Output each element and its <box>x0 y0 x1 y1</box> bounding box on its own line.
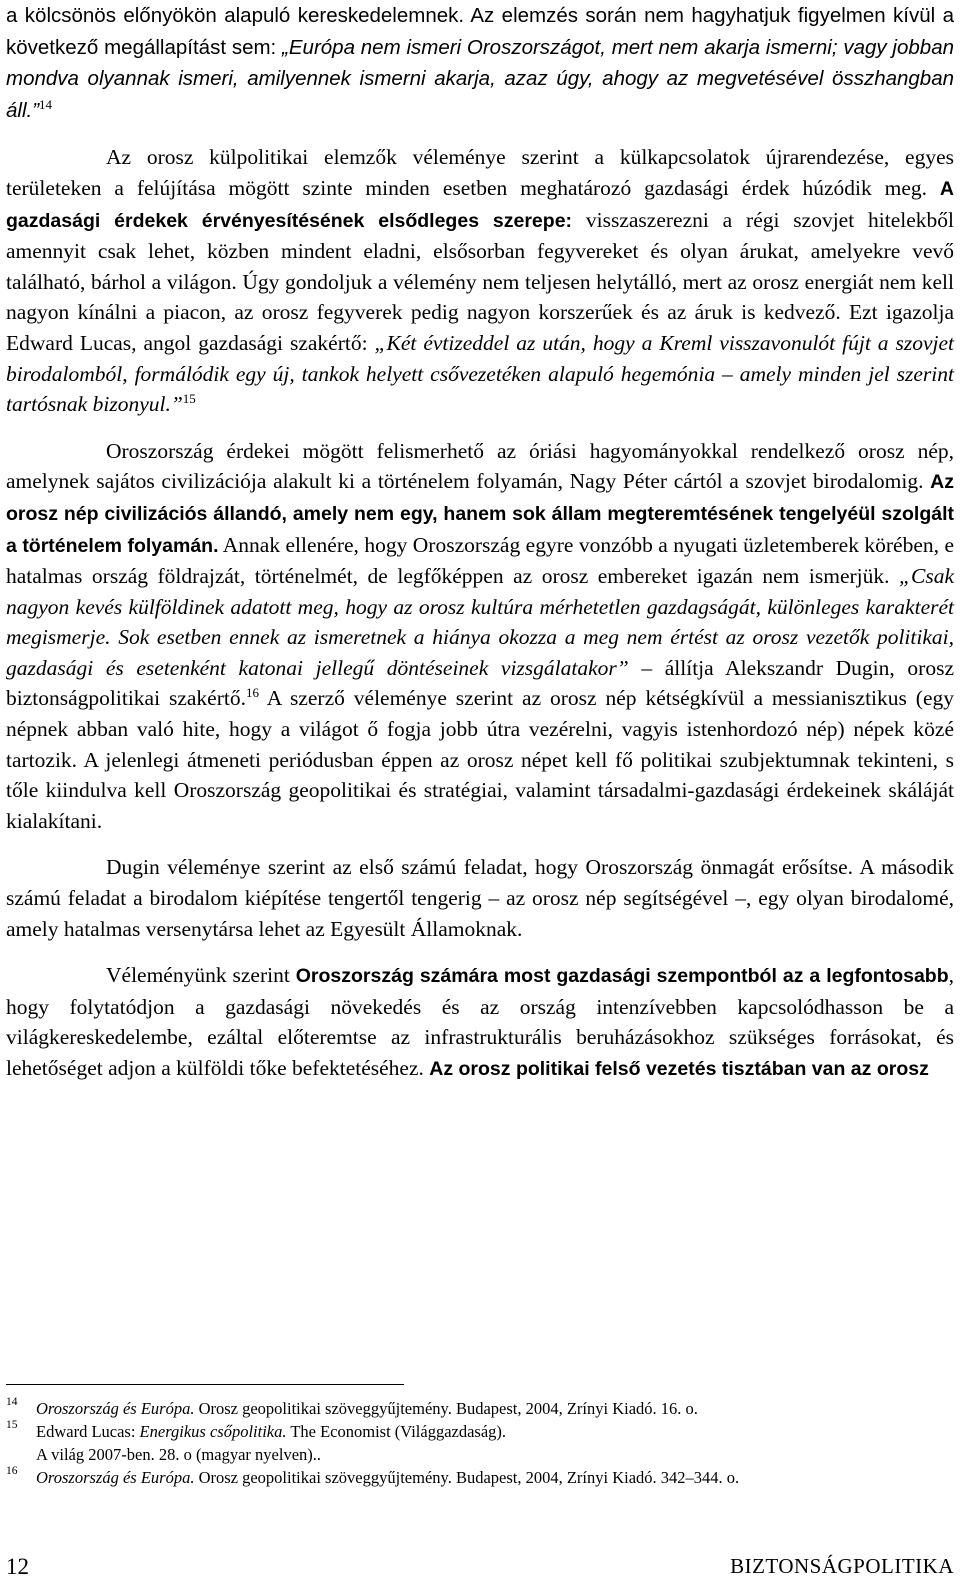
footnote-16 <box>6 1466 954 1489</box>
page-footer <box>6 1548 954 1584</box>
journal-name: BIZTONSÁGPOLITIKA <box>730 1554 954 1578</box>
paragraph-5-closing-emphasis: Az orosz politikai felső vezetés tisztában van az orosz <box>429 1058 929 1080</box>
paragraph-5-lead: Véleményünk szerint <box>106 963 296 988</box>
paragraph-2-lead: Az orosz külpolitikai elemzők véleménye szerint a külkapcsolatok újrarendezése, egyes területeken a felújítása mögött szinte minden esetben meghatározó gazdasági érdek húzódik meg. <box>6 145 954 200</box>
footnote-continuation: A világ 2007-ben. 28. o (magyar nyelven).. <box>36 1445 322 1464</box>
paragraph-5-body: , hogy folytatódjon a gazdasági növekedés és az ország intenzívebben kapcsolódhasson be a világkereskedelembe, ezáltal előteremtse az infrastrukturális beruházásokhoz szükséges forrásokat, és lehetőséget adjon a külföldi tőke befektetéséhez. <box>6 963 954 1080</box>
quote-dugin: „Csak nagyon kevés külföldinek adatott meg, hogy az orosz kultúra mérhetetlen gazdagságát, különleges karakterét megismerje. Sok esetben ennek az ismeretnek a hiánya okozza a meg nem értést az orosz vezetők politikai, gazdasági és esetenként katonai jellegű döntéseinek vizsgálatakor” <box>6 564 954 680</box>
paragraph-4: Dugin véleménye szerint az első számú feladat, hogy Oroszország önmagát erősítse. A második számú feladat a birodalom kiépítése tengertől tengerig – az orosz nép segítségével –, egy olyan birodalomé, amely hatalmas versenytársa lehet az Egyesült Államoknak. <box>6 855 954 941</box>
paragraph-5 <box>6 960 954 1084</box>
paragraph-1-lead: a kölcsönös előnyökön alapuló kereskedelemnek. Az elemzés során nem hagyhatjuk figyelmen kívül a következő megállapítást sem: <box>6 4 954 59</box>
paragraph-3-attribution: – állítja Alekszandr Dugin, orosz biztonságpolitikai szakértő. <box>6 655 954 711</box>
paragraph-3 <box>6 436 954 837</box>
footnotes <box>6 1397 954 1489</box>
footnote-text: The Economist (Világgazdaság). <box>286 1422 507 1441</box>
footnote-14 <box>6 1397 954 1420</box>
paragraph-2-emphasis: A gazdasági érdekek érvényesítésének elsődleges szerepe: <box>6 177 954 232</box>
footnote-title: Energikus csőpolitika. <box>139 1422 287 1441</box>
paragraph-2 <box>6 142 954 419</box>
footnote-title: Oroszország és Európa. <box>36 1468 195 1487</box>
paragraph-3-lead: Oroszország érdekei mögött felismerhető az óriási hagyományokkal rendelkező orosz nép, amelynek sajátos civilizációja alakult ki a történelem folyamán, Nagy Péter cártól a szovjet birodalomig. <box>6 438 954 494</box>
quote-lucas: „Két évtizeddel az után, hogy a Kreml visszavonulót fújt a szovjet birodalomból, formálódik egy új, tankok helyett csővezetéken alapuló hegemónia – amely minden jel szerint tartósnak bizonyul.” <box>6 330 954 417</box>
footnote-text: Orosz geopolitikai szöveggyűjtemény. Budapest, 2004, Zrínyi Kiadó. 16. o. <box>194 1399 698 1418</box>
quote-europe: „Európa nem ismeri Oroszországot, mert nem akarja ismerni; vagy jobban mondva olyannak ismeri, amilyennek ismerni akarja, azaz úgy, ahogy az megvetésével összhangban áll.” <box>6 35 954 122</box>
footnote-ref-14[interactable]: 14 <box>39 96 53 112</box>
paragraph-3-emphasis: Az orosz nép civilizációs állandó, amely nem egy, hanem sok állam megteremtésének tengelyéül szolgált a történelem folyamán. <box>6 471 954 557</box>
footnote-15 <box>6 1420 954 1466</box>
footnote-text: Orosz geopolitikai szöveggyűjtemény. Budapest, 2004, Zrínyi Kiadó. 342–344. o. <box>194 1468 740 1487</box>
paragraph-3-body: Annak ellenére, hogy Oroszország egyre vonzóbb a nyugati üzletemberek körében, e hatalmas ország földrajzát, történelmét, de legfőképpen az orosz embereket igazán nem ismerjük. <box>6 532 954 589</box>
paragraph-3-tail: A szerző véleménye szerint az orosz nép kétségkívül a messianisztikus (egy népnek abban való hite, hogy a világot ő fogja jobb útra vezérelni, vagyis istenhordozó nép) népek közé tartozik. A jelenlegi átmeneti periódusban éppen az orosz népet kell fő politikai szubjektumnak tekinteni, s tőle kiindulva kell Oroszország geopolitikai és stratégiai, valamint társadalmi-gazdasági érdekeinek skáláját kialakítani. <box>6 686 955 833</box>
body-text <box>6 0 954 1085</box>
footnote-number: 14 <box>6 1396 18 1408</box>
footnote-number: 16 <box>6 1465 18 1477</box>
paragraph-2-body: visszaszerezni a régi szovjet hitelekből amennyit csak lehet, közben mindent eladni, elsősorban fegyvereket és olyan árukat, amelyekre vevő található, bárhol a világon. Úgy gondoljuk a vélemény nem teljesen helytálló, mert az orosz energiát nem kell nagyon kínálni a piacon, az orosz fegyverek pedig nagyon korszerűek és az áruk is kedvező. Ezt igazolja Edward Lucas, angol gazdasági szakértő: <box>6 207 955 355</box>
paragraph-1 <box>6 0 954 126</box>
footnote-ref-15[interactable]: 15 <box>182 390 196 406</box>
footnote-title: Oroszország és Európa. <box>36 1399 195 1418</box>
footnote-author: Edward Lucas: <box>36 1422 140 1441</box>
page-number: 12 <box>6 1554 29 1579</box>
paragraph-5-emphasis: Oroszország számára most gazdasági szempontból az a legfontosabb <box>295 965 949 988</box>
footnote-ref-16[interactable]: 16 <box>245 685 259 701</box>
footnote-separator <box>6 1384 404 1385</box>
footnote-number: 15 <box>6 1419 18 1431</box>
